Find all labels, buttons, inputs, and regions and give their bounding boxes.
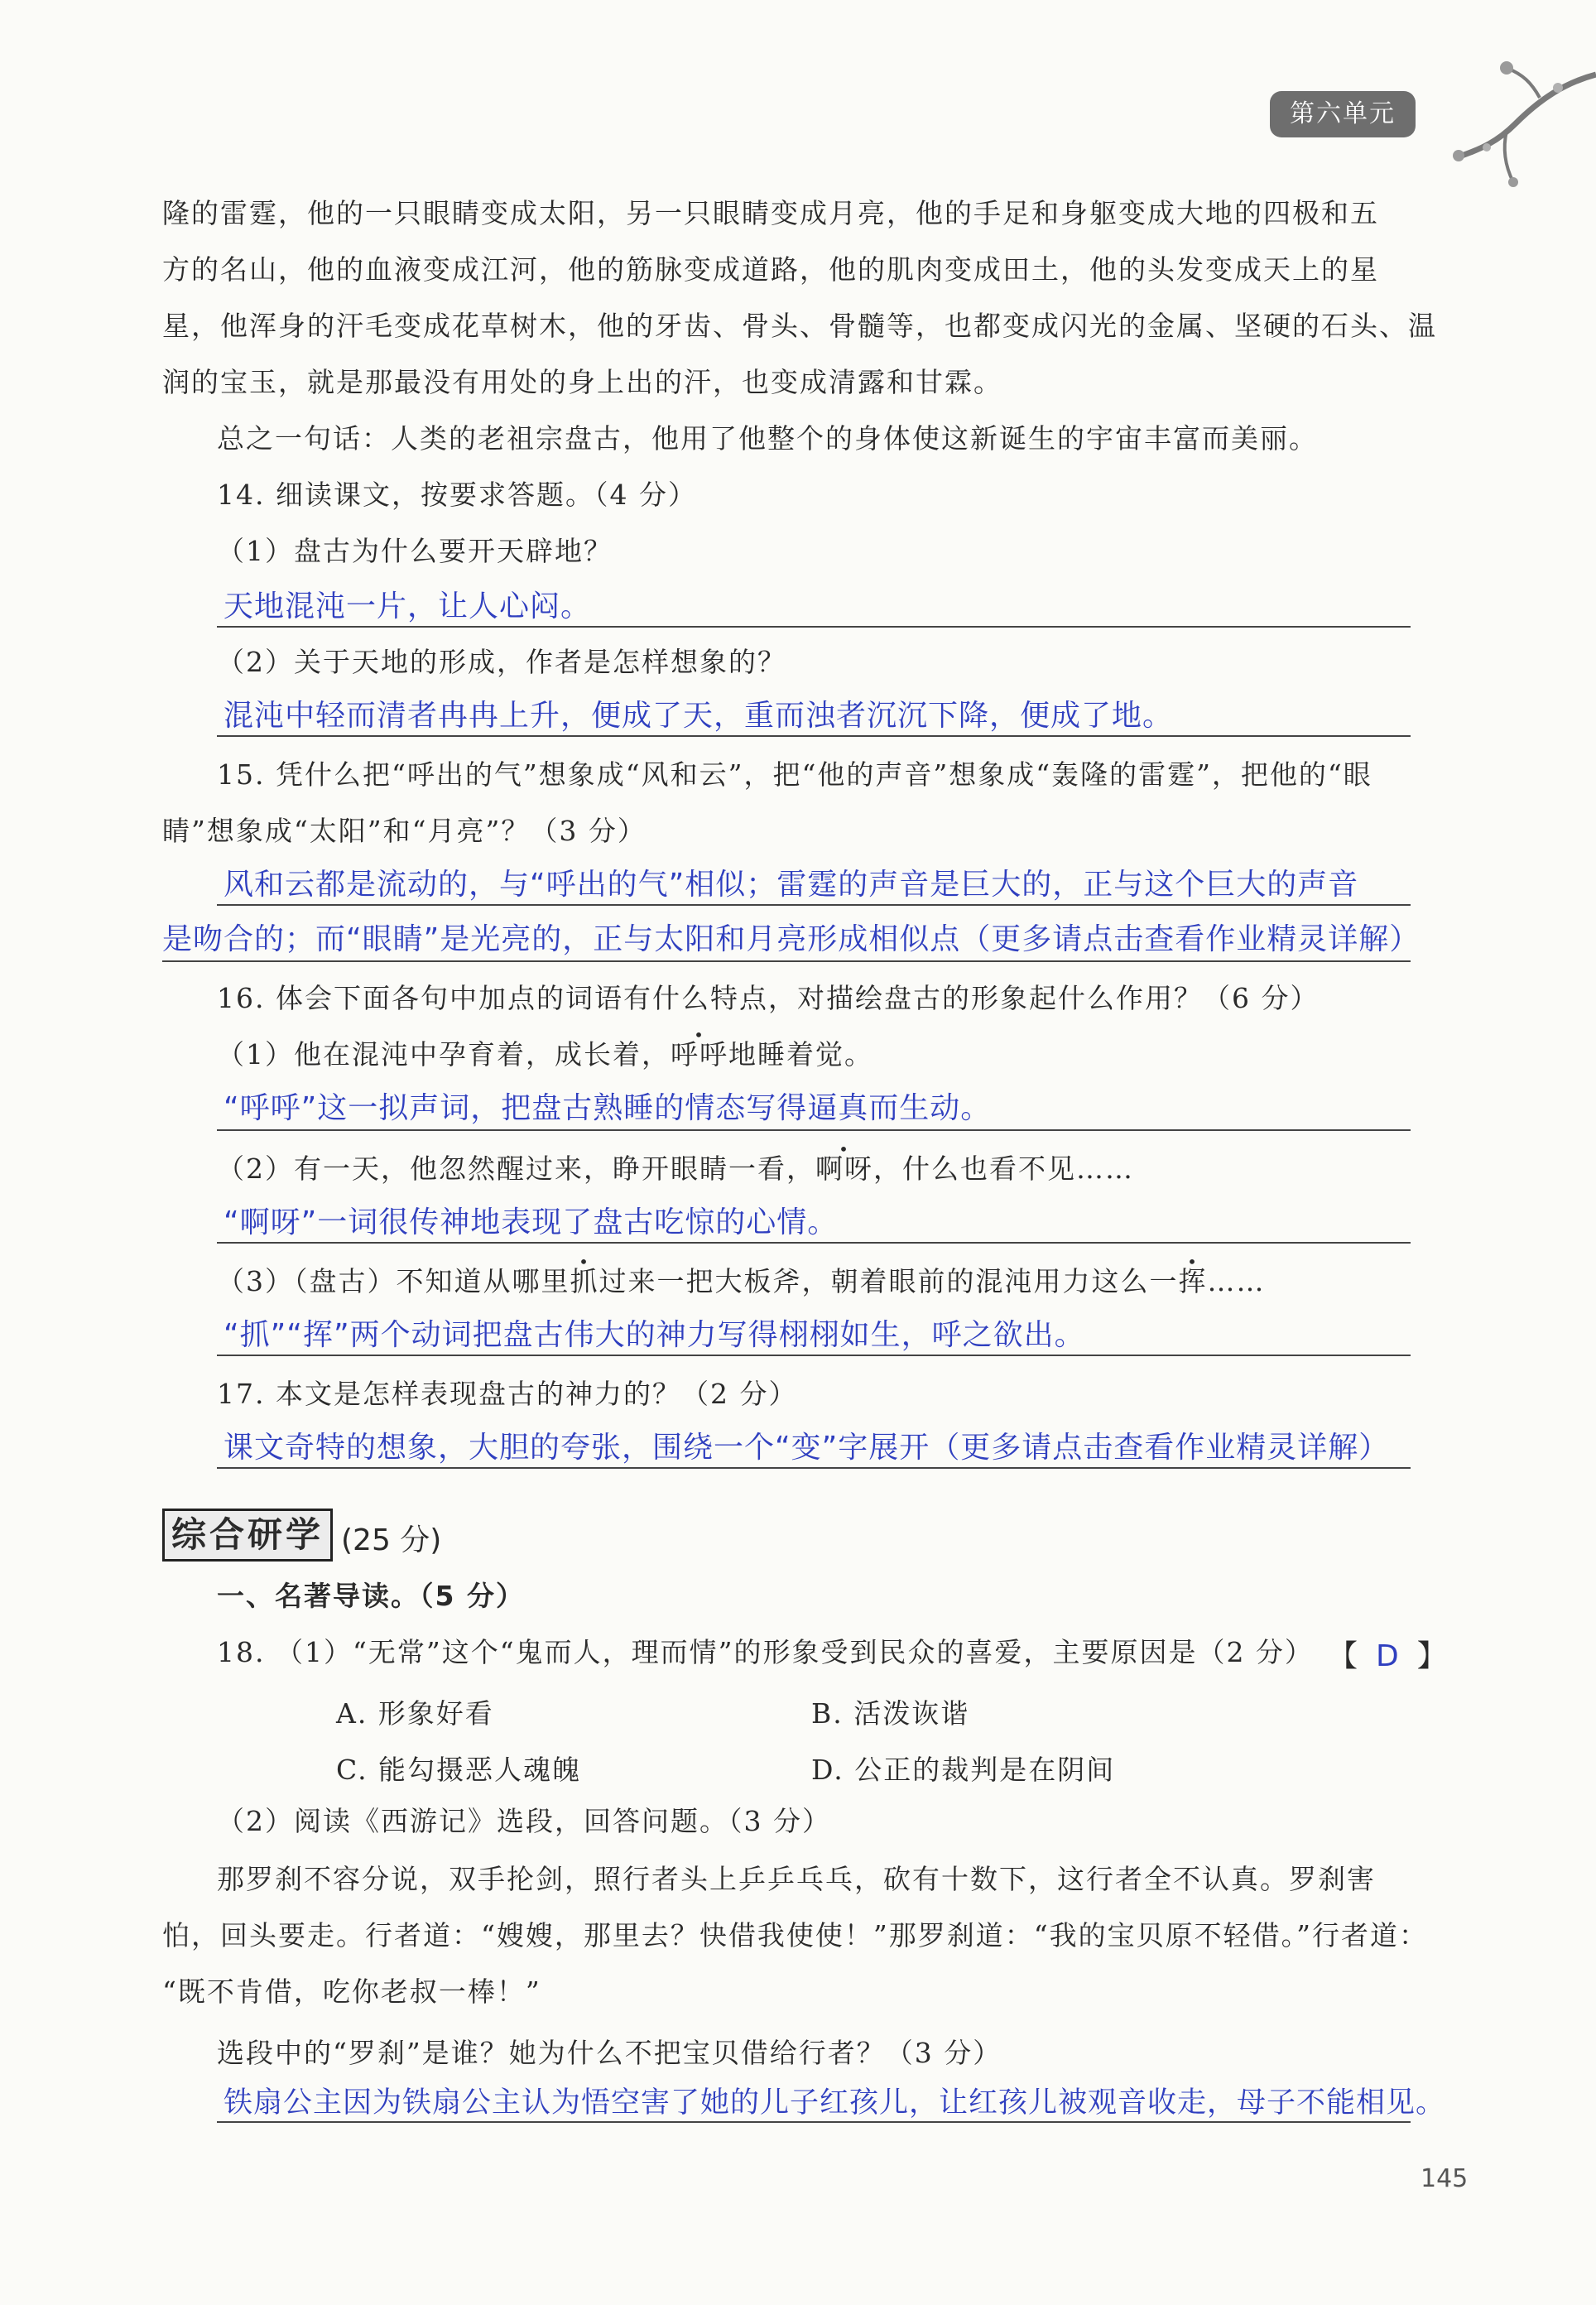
q16-sub3-post: …… — [1207, 1265, 1266, 1297]
q16-answer3: “抓”“挥”两个动词把盘古伟大的神力写得栩栩如生，呼之欲出。 — [224, 1318, 1085, 1352]
answer-line — [162, 960, 1411, 962]
q16-answer1: “呼呼”这一拟声词，把盘古熟睡的情态写得逼真而生动。 — [224, 1091, 992, 1125]
section-title: 综合研学 — [162, 1509, 333, 1562]
q16-sub1-pre: （1）他在混沌中孕育着，成长着， — [217, 1038, 671, 1071]
answer-line — [217, 1467, 1411, 1469]
emphasized-word: 挥 — [1178, 1265, 1208, 1297]
q16-sub1-post: 地睡着觉。 — [728, 1038, 873, 1071]
answer-line — [217, 1355, 1411, 1356]
answer-line — [217, 2121, 1411, 2123]
q15-answer1: 风和云都是流动的，与“呼出的气”相似；雷霆的声音是巨大的，正与这个巨大的声音 — [224, 868, 1359, 902]
q15-line2: 睛”想象成“太阳”和“月亮”？（3 分） — [162, 815, 647, 847]
passage-line: 星，他浑身的汗毛变成花草树木，他的牙齿、骨头、骨髓等，也都变成闪光的金属、坚硬的石头、温 — [162, 310, 1437, 342]
q16-sub2-post: ，什么也看不见…… — [873, 1152, 1134, 1185]
q18-sub2: （2）阅读《西游记》选段，回答问题。（3 分） — [217, 1805, 831, 1837]
answer-line — [217, 1242, 1411, 1244]
excerpt-line: “既不肯借，吃你老叔一棒！” — [162, 1975, 541, 2008]
option-b: B. 活泼诙谐 — [811, 1697, 970, 1730]
passage-line: 隆的雷霆，他的一只眼睛变成太阳，另一只眼睛变成月亮，他的手足和身躯变成大地的四极和五 — [162, 197, 1379, 229]
unit-badge: 第六单元 — [1270, 91, 1416, 137]
excerpt-line: 那罗刹不容分说，双手抡剑，照行者头上乒乒乓乓，砍有十数下，这行者全不认真。罗刹害 — [217, 1863, 1376, 1895]
passage-line: 方的名山，他的血液变成江河，他的筋脉变成道路，他的肌肉变成田土，他的头发变成天上的星 — [162, 253, 1379, 286]
branch-illustration — [1407, 50, 1596, 190]
passage-line: 总之一句话：人类的老祖宗盘古，他用了他整个的身体使这新诞生的宇宙丰富而美丽。 — [217, 422, 1318, 455]
answer-line — [217, 1129, 1411, 1131]
answer-line — [217, 735, 1411, 737]
emphasized-word: 啊呀 — [815, 1152, 873, 1185]
q16-sub2-pre: （2）有一天，他忽然醒过来，睁开眼睛一看， — [217, 1152, 815, 1185]
q16-sub3-pre: （3）（盘古）不知道从哪里 — [217, 1265, 570, 1297]
q14-sub2: （2）关于天地的形成，作者是怎样想象的？ — [217, 646, 786, 678]
passage-line: 润的宝玉，就是那最没有用处的身上出的汗，也变成清露和甘霖。 — [162, 366, 1002, 398]
option-c: C. 能勾摄恶人魂魄 — [336, 1754, 582, 1786]
q16-sub3 — [217, 1265, 1266, 1298]
q14-title: 14. 细读课文，按要求答题。（4 分） — [217, 479, 697, 511]
q14-answer1: 天地混沌一片，让人心闷。 — [224, 589, 592, 623]
q14-sub1: （1）盘古为什么要开天辟地？ — [217, 535, 613, 567]
answer-line — [217, 904, 1411, 906]
bracket-open: 【 — [1328, 1639, 1358, 1673]
q16-sub3-mid: 过来一把大板斧，朝着眼前的混沌用力这么一 — [598, 1265, 1179, 1297]
bracket-close: 】 — [1416, 1639, 1447, 1673]
page-number: 145 — [1421, 2164, 1469, 2193]
option-a: A. 形象好看 — [336, 1697, 494, 1730]
excerpt-line: 怕，回头要走。行者道：“嫂嫂，那里去？快借我使使！”那罗刹道：“我的宝贝原不轻借。”行者道： — [162, 1919, 1428, 1951]
q18-stem: 18. （1）“无常”这个“鬼而人，理而情”的形象受到民众的喜爱，主要原因是（2 分） — [217, 1636, 1314, 1668]
q16-sub1 — [217, 1038, 873, 1071]
q16-title: 16. 体会下面各句中加点的词语有什么特点，对描绘盘古的形象起什么作用？（6 分） — [217, 982, 1320, 1014]
answer-line — [217, 626, 1411, 628]
section-score: (25 分) — [341, 1523, 442, 1557]
q15-line1: 15. 凭什么把“呼出的气”想象成“风和云”，把“他的声音”想象成“轰隆的雷霆”，把他的“眼 — [217, 758, 1372, 791]
q17-title: 17. 本文是怎样表现盘古的神力的？（2 分） — [217, 1378, 798, 1410]
q15-answer2: 是吻合的；而“眼睛”是光亮的，正与太阳和月亮形成相似点（更多请点击查看作业精灵详解） — [162, 922, 1421, 956]
answer-bracket — [1328, 1633, 1447, 1675]
option-d: D. 公正的裁判是在阴间 — [811, 1754, 1116, 1786]
emphasized-word: 抓 — [570, 1265, 599, 1297]
q14-answer2: 混沌中轻而清者冉冉上升，便成了天，重而浊者沉沉下降，便成了地。 — [224, 699, 1174, 733]
q16-answer2: “啊呀”一词很传神地表现了盘古吃惊的心情。 — [224, 1205, 839, 1239]
q18-answer: D — [1376, 1639, 1399, 1673]
q16-sub2 — [217, 1152, 1134, 1186]
q18-question: 选段中的“罗刹”是谁？她为什么不把宝贝借给行者？（3 分） — [217, 2037, 1002, 2069]
emphasized-word: 呼呼 — [671, 1038, 728, 1071]
q18-answer-text: 铁扇公主因为铁扇公主认为悟空害了她的儿子红孩儿，让红孩儿被观音收走，母子不能相见。 — [224, 2086, 1446, 2120]
q17-answer: 课文奇特的想象，大胆的夸张，围绕一个“变”字展开（更多请点击查看作业精灵详解） — [224, 1431, 1390, 1465]
part1-title: 一、名著导读。（5 分） — [217, 1580, 525, 1612]
